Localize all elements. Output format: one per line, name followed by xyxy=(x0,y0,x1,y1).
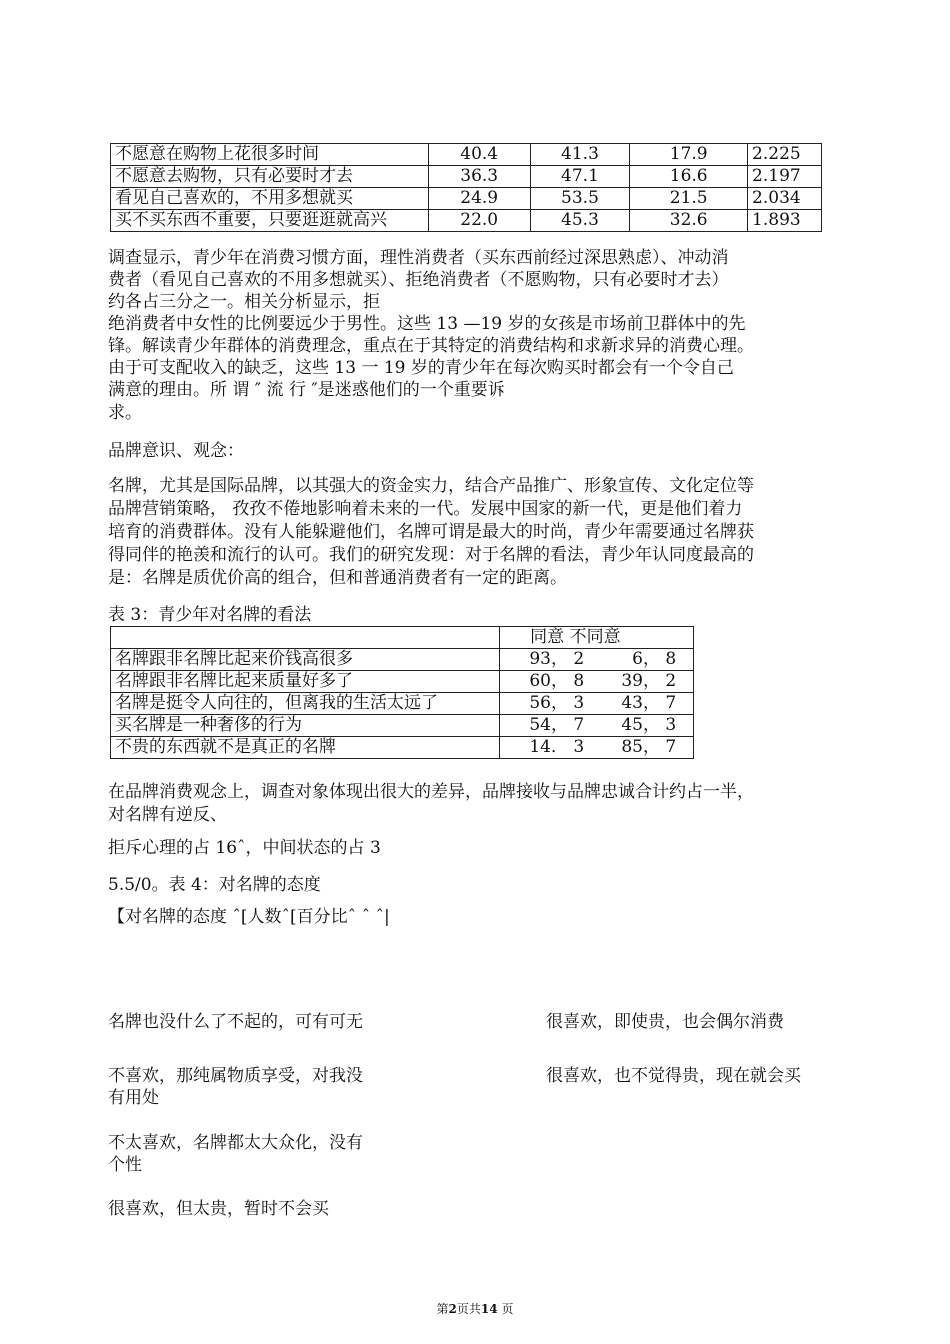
table-row xyxy=(111,210,822,232)
text-line: 由于可支配收入的缺乏，这些 13 一 19 岁的青少年在每次购买时都会有一个令自己 xyxy=(108,358,734,378)
cell-value: 24.9 xyxy=(428,188,530,210)
text-line: 品牌营销策略， 孜孜不倦地影响着未来的一代。发展中国家的新一代，更是他们着力 xyxy=(108,499,743,519)
agree-value: 56， 3 xyxy=(529,693,585,713)
text-line: 对名牌有逆反、 xyxy=(108,805,227,825)
disagree-value: 43， 7 xyxy=(621,693,677,713)
text-line: 绝消费者中女性的比例要远少于男性。这些 13 —19 岁的女孩是市场前卫群体中的先 xyxy=(108,314,746,334)
disagree-value: 6， 8 xyxy=(632,649,677,669)
cell-value: 45.3 xyxy=(530,210,630,232)
cell-value: 21.5 xyxy=(630,188,748,210)
text-line: 锋。解读青少年群体的消费理念，重点在于其特定的消费结构和求新求异的消费心理。 xyxy=(108,336,754,356)
cell-value: 36.3 xyxy=(428,166,530,188)
footer-text: 第 xyxy=(436,1302,449,1316)
cell-value: 53.5 xyxy=(530,188,630,210)
column-header: 同意 不同意 xyxy=(500,627,694,649)
table-row xyxy=(111,144,822,166)
option-item-continued: 个性 xyxy=(108,1155,142,1175)
row-label: 买不买东西不重要，只要逛逛就高兴 xyxy=(111,210,429,232)
footer-text: 页共 xyxy=(456,1302,481,1316)
cell-values xyxy=(500,671,694,693)
row-label: 看见自己喜欢的，不用多想就买 xyxy=(111,188,429,210)
cell-values xyxy=(500,649,694,671)
row-label: 不愿意去购物，只有必要时才去 xyxy=(111,166,429,188)
option-item: 很喜欢，即使贵，也会偶尔消费 xyxy=(546,1012,784,1032)
option-item: 很喜欢，但太贵，暂时不会买 xyxy=(108,1199,329,1219)
option-item: 名牌也没什么了不起的，可有可无 xyxy=(108,1012,363,1032)
cell-values xyxy=(500,737,694,759)
agree-value: 60， 8 xyxy=(529,671,585,691)
section-heading: 品牌意识、观念： xyxy=(108,441,244,461)
table-row xyxy=(111,188,822,210)
cell-value: 2.197 xyxy=(748,166,822,188)
disagree-value: 39， 2 xyxy=(621,671,677,691)
option-item: 不喜欢，那纯属物质享受，对我没 xyxy=(108,1066,363,1086)
cell-values xyxy=(500,693,694,715)
text-line: 满意的理由。所 谓 ″ 流 行 ″是迷惑他们的一个重要诉 xyxy=(108,380,505,400)
total-pages: 14 xyxy=(480,1302,498,1316)
disagree-value: 85， 7 xyxy=(621,737,677,757)
cell-value: 22.0 xyxy=(428,210,530,232)
page-footer xyxy=(0,1300,950,1317)
table-caption: 表 3：青少年对名牌的看法 xyxy=(108,605,312,625)
table-row xyxy=(111,737,694,759)
text-line: 约各占三分之一。相关分析显示，拒 xyxy=(108,292,380,312)
cell-value: 32.6 xyxy=(630,210,748,232)
row-label: 不贵的东西就不是真正的名牌 xyxy=(111,737,500,759)
disagree-value: 45， 3 xyxy=(621,715,677,735)
text-line: 在品牌消费观念上，调查对象体现出很大的差异，品牌接收与品牌忠诚合计约占一半， xyxy=(108,782,754,802)
row-label: 不愿意在购物上花很多时间 xyxy=(111,144,429,166)
text-line: 5.5/0。表 4：对名牌的态度 xyxy=(108,875,321,895)
row-label: 买名牌是一种奢侈的行为 xyxy=(111,715,500,737)
agree-value: 14． 3 xyxy=(529,737,585,757)
cell-value: 1.893 xyxy=(748,210,822,232)
cell-value: 41.3 xyxy=(530,144,630,166)
row-label: 名牌跟非名牌比起来价钱高很多 xyxy=(111,649,500,671)
cell-value: 47.1 xyxy=(530,166,630,188)
option-item: 不太喜欢，名牌都太大众化，没有 xyxy=(108,1133,363,1153)
table-row xyxy=(111,649,694,671)
row-label: 名牌跟非名牌比起来质量好多了 xyxy=(111,671,500,693)
table-row xyxy=(111,715,694,737)
header-empty-cell xyxy=(111,627,500,649)
cell-value: 2.225 xyxy=(748,144,822,166)
consumption-habits-table xyxy=(110,143,822,232)
text-line: 得同伴的艳羡和流行的认可。我们的研究发现：对于名牌的看法，青少年认同度最高的 xyxy=(108,545,754,565)
agree-value: 54， 7 xyxy=(529,715,585,735)
text-line: 培育的消费群体。没有人能躲避他们，名牌可谓是最大的时尚，青少年需要通过名牌获 xyxy=(108,522,754,542)
cell-value: 16.6 xyxy=(630,166,748,188)
page-number: 2 xyxy=(448,1302,457,1316)
brand-opinion-table xyxy=(110,626,694,759)
table-row xyxy=(111,166,822,188)
text-line: 求。 xyxy=(108,403,142,423)
cell-value: 2.034 xyxy=(748,188,822,210)
footer-text: 页 xyxy=(497,1302,514,1316)
table-row xyxy=(111,671,694,693)
text-line: 调查显示，青少年在消费习惯方面，理性消费者（买东西前经过深思熟虑）、冲动消 xyxy=(108,248,729,268)
agree-value: 93， 2 xyxy=(529,649,585,669)
table-header-row xyxy=(111,627,694,649)
cell-values xyxy=(500,715,694,737)
text-line: 是：名牌是质优价高的组合，但和普通消费者有一定的距离。 xyxy=(108,568,567,588)
text-line: 名牌，尤其是国际品牌，以其强大的资金实力，结合产品推广、形象宣传、文化定位等 xyxy=(108,476,754,496)
text-line: 拒斥心理的占 16ˆ，中间状态的占 3 xyxy=(108,838,381,858)
table-row xyxy=(111,693,694,715)
option-item-continued: 有用处 xyxy=(108,1088,159,1108)
text-line: 费者（看见自己喜欢的不用多想就买）、拒绝消费者（不愿购物，只有必要时才去） xyxy=(108,270,729,290)
cell-value: 17.9 xyxy=(630,144,748,166)
option-item: 很喜欢，也不觉得贵，现在就会买 xyxy=(546,1066,801,1086)
cell-value: 40.4 xyxy=(428,144,530,166)
row-label: 名牌是挺令人向往的，但离我的生活太远了 xyxy=(111,693,500,715)
text-line: 【对名牌的态度 ˆ[人数ˆ[百分比ˆ ˆ ˆ| xyxy=(108,907,390,927)
